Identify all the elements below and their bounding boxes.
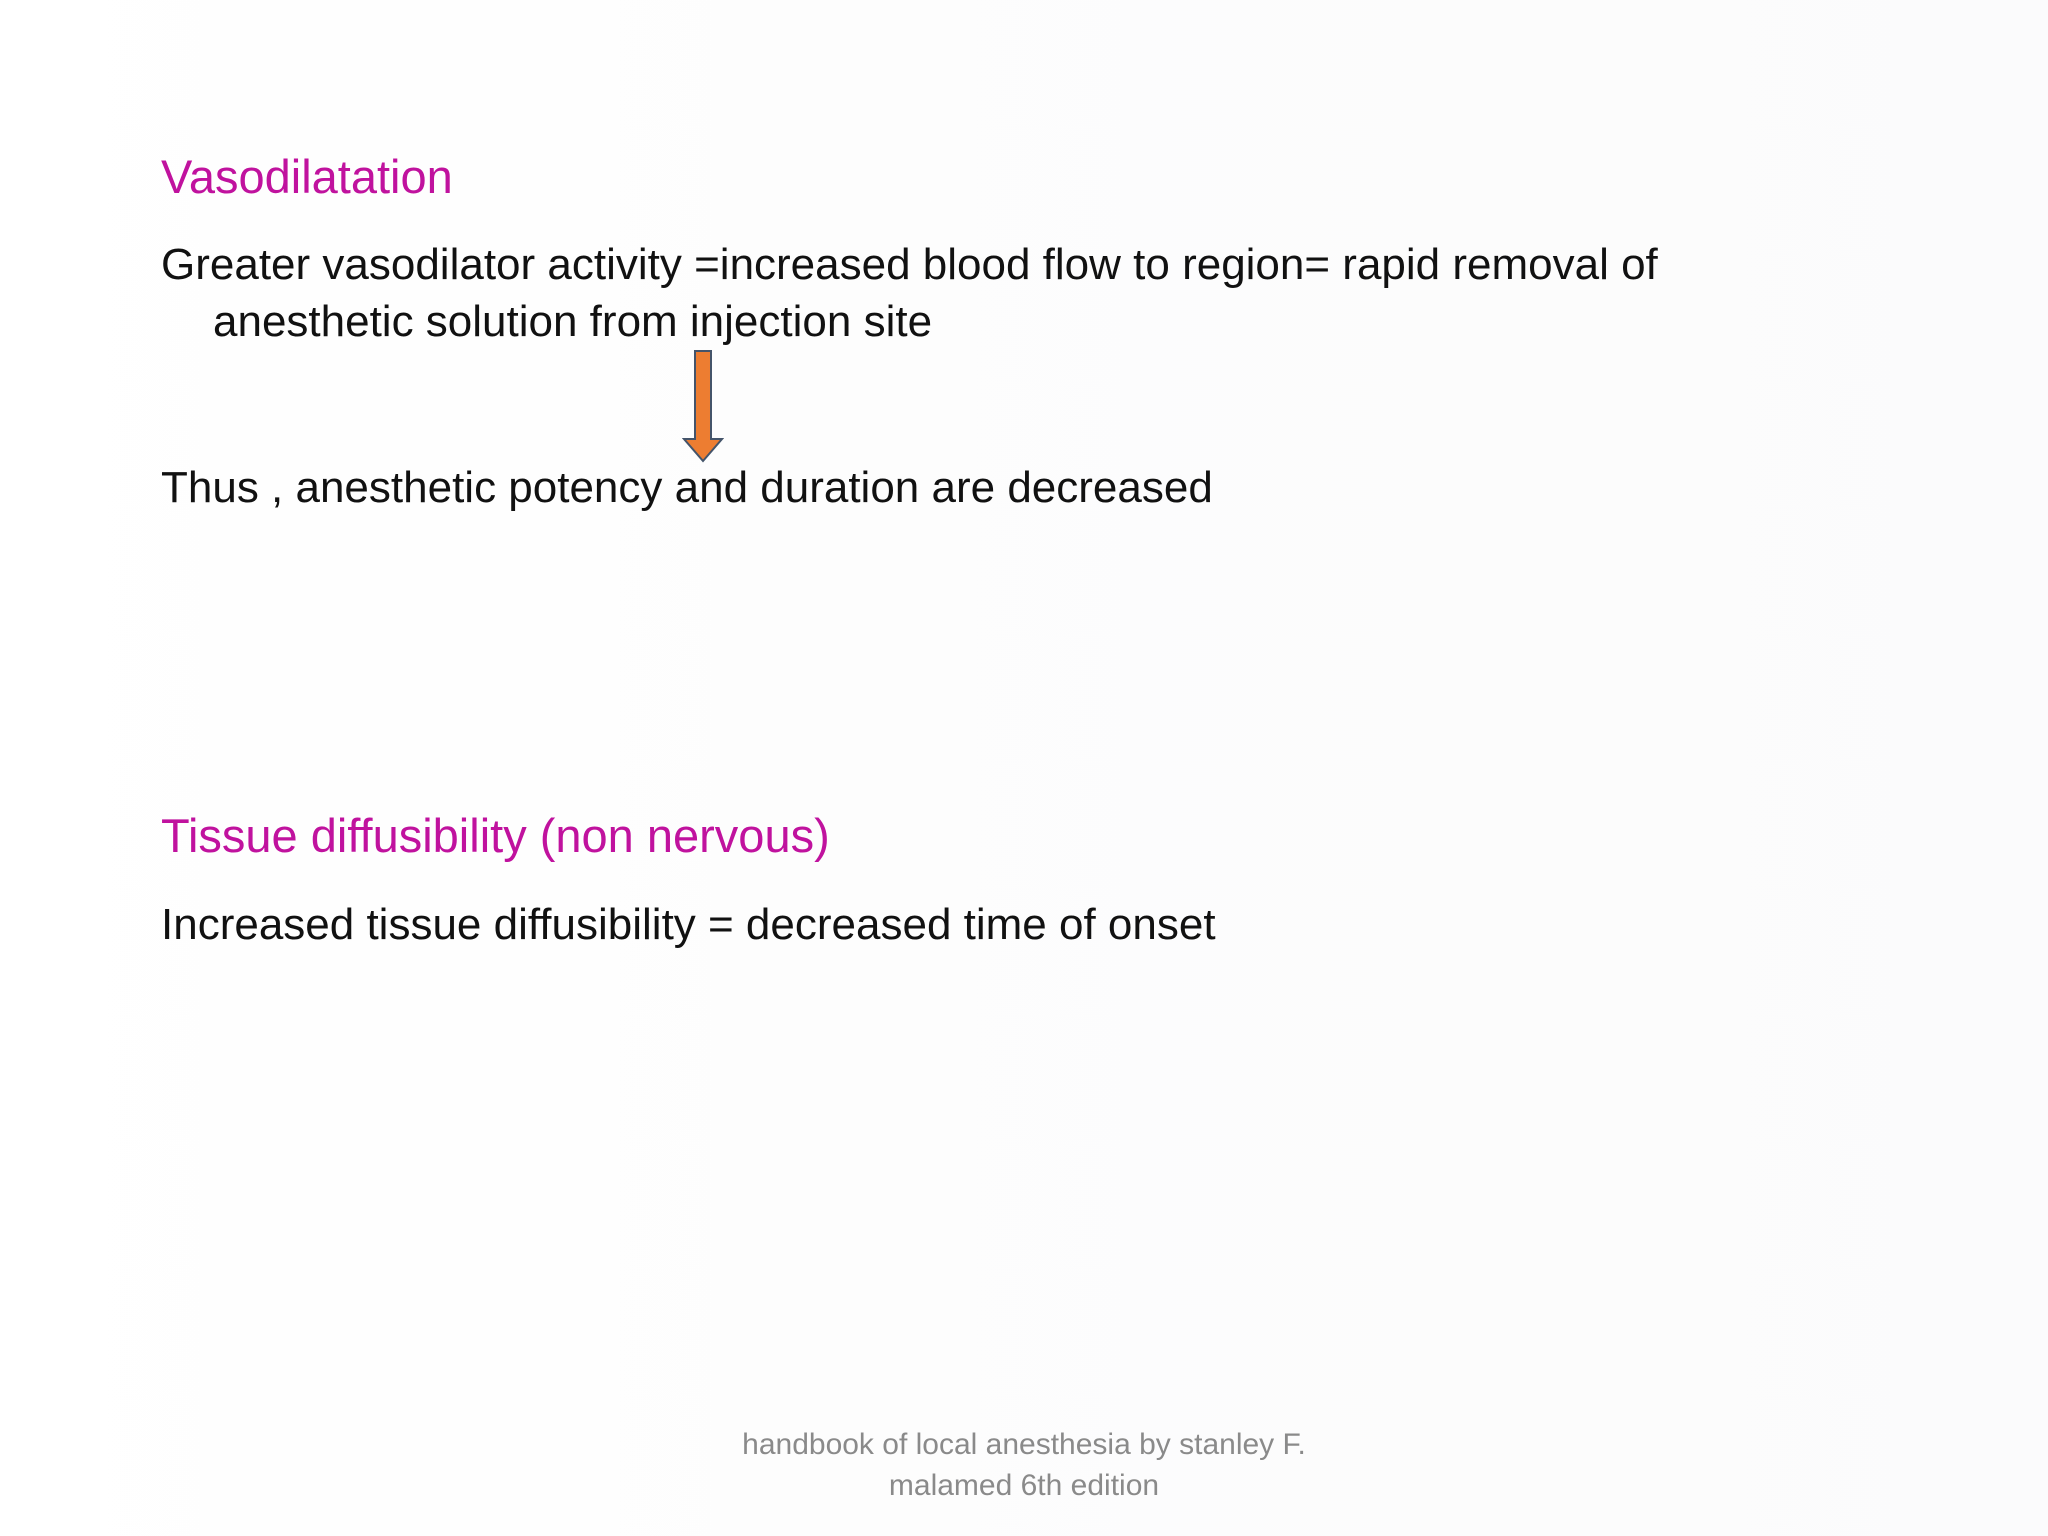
vasodilatation-conclusion: Thus , anesthetic potency and duration are decreased [161, 463, 1213, 512]
vasodilatation-description-line2: anesthetic solution from injection site [213, 297, 933, 346]
down-arrow-shape [684, 351, 722, 461]
tissue-diffusibility-description: Increased tissue diffusibility = decreased time of onset [161, 900, 1216, 949]
source-citation [624, 1424, 1424, 1506]
vasodilatation-heading: Vasodilatation [161, 150, 453, 203]
tissue-diffusibility-heading: Tissue diffusibility (non nervous) [161, 809, 830, 862]
source-citation-line1: handbook of local anesthesia by stanley F. [742, 1428, 1306, 1461]
source-citation-line2: malamed 6th edition [888, 1469, 1160, 1502]
vasodilatation-description-line1: Greater vasodilator activity =increased blood flow to region= rapid removal of [161, 240, 1658, 289]
down-arrow-icon [682, 349, 724, 463]
vasodilatation-description [161, 236, 1658, 350]
